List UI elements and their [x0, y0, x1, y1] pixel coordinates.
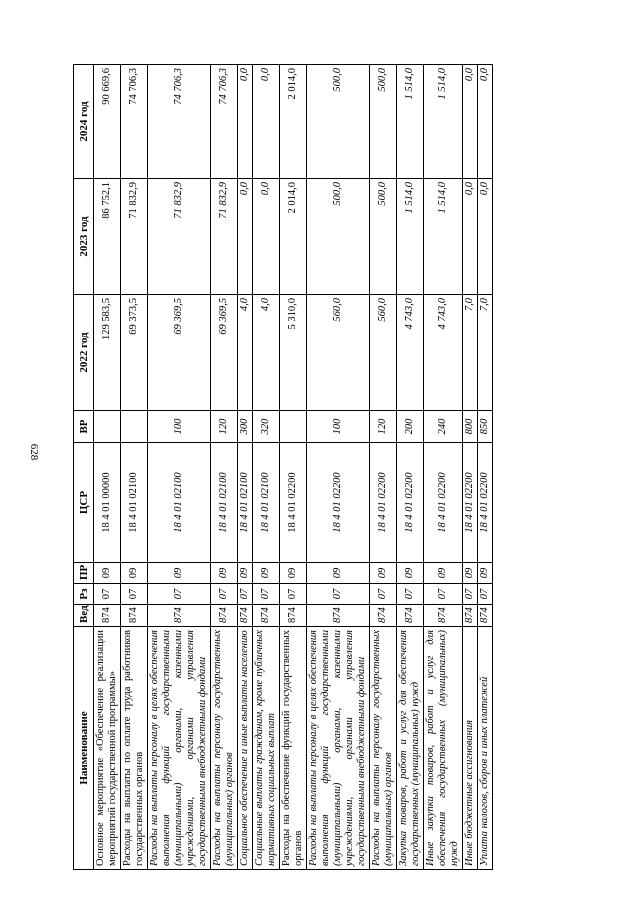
- cell-csr: 18 4 01 02100: [253, 443, 280, 563]
- cell-ved: 874: [424, 605, 463, 627]
- cell-rz: 07: [463, 584, 478, 605]
- cell-vr: 850: [478, 411, 493, 443]
- header-name: Наименование: [74, 627, 94, 870]
- cell-name: Расходы на выплаты персоналу государственных (муниципальных) органов: [211, 627, 238, 870]
- cell-pr: 09: [94, 563, 121, 584]
- cell-rz: 07: [121, 584, 148, 605]
- cell-2022: 69 373,5: [121, 295, 148, 411]
- cell-vr: 300: [238, 411, 253, 443]
- budget-table: [73, 64, 493, 870]
- cell-pr: 09: [478, 563, 493, 584]
- table-row: [370, 65, 397, 870]
- cell-vr: 120: [370, 411, 397, 443]
- header-2023: 2023 год: [74, 179, 94, 295]
- cell-pr: 09: [148, 563, 211, 584]
- cell-rz: 07: [238, 584, 253, 605]
- cell-2024: 500,0: [370, 65, 397, 179]
- cell-name: Иные закупки товаров, работ и услуг для обеспечения государственных (муниципальных) нужд: [424, 627, 463, 870]
- cell-name: Основное мероприятие «Обеспечение реализации мероприятий государственной программы»: [94, 627, 121, 870]
- cell-2024: 74 706,3: [211, 65, 238, 179]
- cell-pr: 09: [397, 563, 424, 584]
- cell-ved: 874: [478, 605, 493, 627]
- cell-2024: 0,0: [478, 65, 493, 179]
- table-row: [211, 65, 238, 870]
- cell-2024: 74 706,3: [121, 65, 148, 179]
- cell-2022: 69 369,5: [148, 295, 211, 411]
- table-body: [94, 65, 493, 870]
- cell-2023: 71 832,9: [148, 179, 211, 295]
- cell-vr: 200: [397, 411, 424, 443]
- header-ved: Вед: [74, 605, 94, 627]
- cell-name: Расходы на выплаты персоналу в целях обеспечения выполнения функций государственными (муниципальными) органами, казенными учреждениями, органами управления государственными внебюджетными фондами: [148, 627, 211, 870]
- cell-2024: 74 706,3: [148, 65, 211, 179]
- cell-csr: 18 4 01 02200: [424, 443, 463, 563]
- table-row: [307, 65, 370, 870]
- cell-2023: 2 014,0: [280, 179, 307, 295]
- cell-pr: 09: [280, 563, 307, 584]
- cell-csr: 18 4 01 02100: [121, 443, 148, 563]
- cell-ved: 874: [148, 605, 211, 627]
- budget-table-container: [73, 65, 561, 870]
- cell-2022: 4,0: [253, 295, 280, 411]
- cell-rz: 07: [148, 584, 211, 605]
- cell-csr: 18 4 01 02200: [307, 443, 370, 563]
- cell-vr: 100: [307, 411, 370, 443]
- table-row: [424, 65, 463, 870]
- cell-pr: 09: [424, 563, 463, 584]
- cell-2022: 5 310,0: [280, 295, 307, 411]
- cell-2022: 4,0: [238, 295, 253, 411]
- table-row: [397, 65, 424, 870]
- cell-name: Иные бюджетные ассигнования: [463, 627, 478, 870]
- cell-2023: 71 832,9: [211, 179, 238, 295]
- cell-vr: [94, 411, 121, 443]
- cell-pr: 09: [238, 563, 253, 584]
- cell-ved: 874: [280, 605, 307, 627]
- table-row: [121, 65, 148, 870]
- cell-name: Расходы на выплаты персоналу в целях обеспечения выполнения функций государственными (муниципальными) органами, казенными учреждениями, органами управления государственными внебюджетными фондами: [307, 627, 370, 870]
- cell-2024: 1 514,0: [424, 65, 463, 179]
- cell-2022: 4 743,0: [397, 295, 424, 411]
- cell-2023: 1 514,0: [424, 179, 463, 295]
- cell-name: Расходы на обеспечение функций государственных органов: [280, 627, 307, 870]
- cell-2022: 560,0: [307, 295, 370, 411]
- cell-ved: 874: [211, 605, 238, 627]
- cell-2022: 4 743,0: [424, 295, 463, 411]
- cell-pr: 09: [121, 563, 148, 584]
- cell-name: Уплата налогов, сборов и иных платежей: [478, 627, 493, 870]
- cell-2023: 0,0: [238, 179, 253, 295]
- header-2024: 2024 год: [74, 65, 94, 179]
- cell-2023: 0,0: [478, 179, 493, 295]
- cell-vr: 320: [253, 411, 280, 443]
- cell-2023: 0,0: [463, 179, 478, 295]
- cell-csr: 18 4 01 02200: [280, 443, 307, 563]
- cell-rz: 07: [397, 584, 424, 605]
- cell-rz: 07: [94, 584, 121, 605]
- cell-2023: 0,0: [253, 179, 280, 295]
- header-rz: Рз: [74, 584, 94, 605]
- cell-ved: 874: [94, 605, 121, 627]
- cell-2024: 500,0: [307, 65, 370, 179]
- cell-rz: 07: [478, 584, 493, 605]
- cell-rz: 07: [307, 584, 370, 605]
- table-header-row: [74, 65, 94, 870]
- cell-vr: 800: [463, 411, 478, 443]
- table-row: [478, 65, 493, 870]
- cell-2023: 1 514,0: [397, 179, 424, 295]
- cell-pr: 09: [307, 563, 370, 584]
- cell-2024: 0,0: [253, 65, 280, 179]
- table-row: [280, 65, 307, 870]
- cell-vr: 120: [211, 411, 238, 443]
- table-row: [238, 65, 253, 870]
- cell-2024: 90 669,6: [94, 65, 121, 179]
- cell-ved: 874: [397, 605, 424, 627]
- cell-vr: [121, 411, 148, 443]
- cell-ved: 874: [238, 605, 253, 627]
- cell-2023: 500,0: [307, 179, 370, 295]
- cell-name: Расходы на выплаты персоналу государственных (муниципальных) органов: [370, 627, 397, 870]
- cell-pr: 09: [211, 563, 238, 584]
- cell-vr: 240: [424, 411, 463, 443]
- cell-2023: 71 832,9: [121, 179, 148, 295]
- cell-name: Закупка товаров, работ и услуг для обеспечения государственных (муниципальных) нужд: [397, 627, 424, 870]
- cell-2024: 0,0: [238, 65, 253, 179]
- cell-pr: 09: [370, 563, 397, 584]
- cell-2022: 69 369,5: [211, 295, 238, 411]
- header-csr: ЦСР: [74, 443, 94, 563]
- cell-name: Социальные выплаты гражданам, кроме публичных нормативных социальных выплат: [253, 627, 280, 870]
- table-row: [94, 65, 121, 870]
- cell-ved: 874: [253, 605, 280, 627]
- header-vr: ВР: [74, 411, 94, 443]
- cell-rz: 07: [253, 584, 280, 605]
- header-2022: 2022 год: [74, 295, 94, 411]
- cell-2022: 7,0: [478, 295, 493, 411]
- cell-vr: [280, 411, 307, 443]
- page-number: 628: [28, 443, 40, 461]
- cell-name: Расходы на выплаты по оплате труда работников государственных органов: [121, 627, 148, 870]
- cell-csr: 18 4 01 02200: [463, 443, 478, 563]
- cell-2024: 0,0: [463, 65, 478, 179]
- cell-2023: 500,0: [370, 179, 397, 295]
- cell-csr: 18 4 01 02100: [211, 443, 238, 563]
- table-row: [148, 65, 211, 870]
- cell-ved: 874: [370, 605, 397, 627]
- cell-name: Социальное обеспечение и иные выплаты населению: [238, 627, 253, 870]
- header-pr: ПР: [74, 563, 94, 584]
- cell-rz: 07: [370, 584, 397, 605]
- cell-2024: 1 514,0: [397, 65, 424, 179]
- cell-2022: 129 583,5: [94, 295, 121, 411]
- cell-csr: 18 4 01 02200: [370, 443, 397, 563]
- cell-2022: 7,0: [463, 295, 478, 411]
- cell-2022: 560,0: [370, 295, 397, 411]
- cell-rz: 07: [211, 584, 238, 605]
- cell-pr: 09: [463, 563, 478, 584]
- table-row: [463, 65, 478, 870]
- table-row: [253, 65, 280, 870]
- cell-csr: 18 4 01 02100: [148, 443, 211, 563]
- cell-ved: 874: [121, 605, 148, 627]
- cell-csr: 18 4 01 02100: [238, 443, 253, 563]
- cell-rz: 07: [280, 584, 307, 605]
- cell-csr: 18 4 01 00000: [94, 443, 121, 563]
- cell-vr: 100: [148, 411, 211, 443]
- cell-2023: 86 752,1: [94, 179, 121, 295]
- cell-ved: 874: [463, 605, 478, 627]
- cell-csr: 18 4 01 02200: [478, 443, 493, 563]
- cell-2024: 2 014,0: [280, 65, 307, 179]
- cell-ved: 874: [307, 605, 370, 627]
- cell-pr: 09: [253, 563, 280, 584]
- cell-csr: 18 4 01 02200: [397, 443, 424, 563]
- cell-rz: 07: [424, 584, 463, 605]
